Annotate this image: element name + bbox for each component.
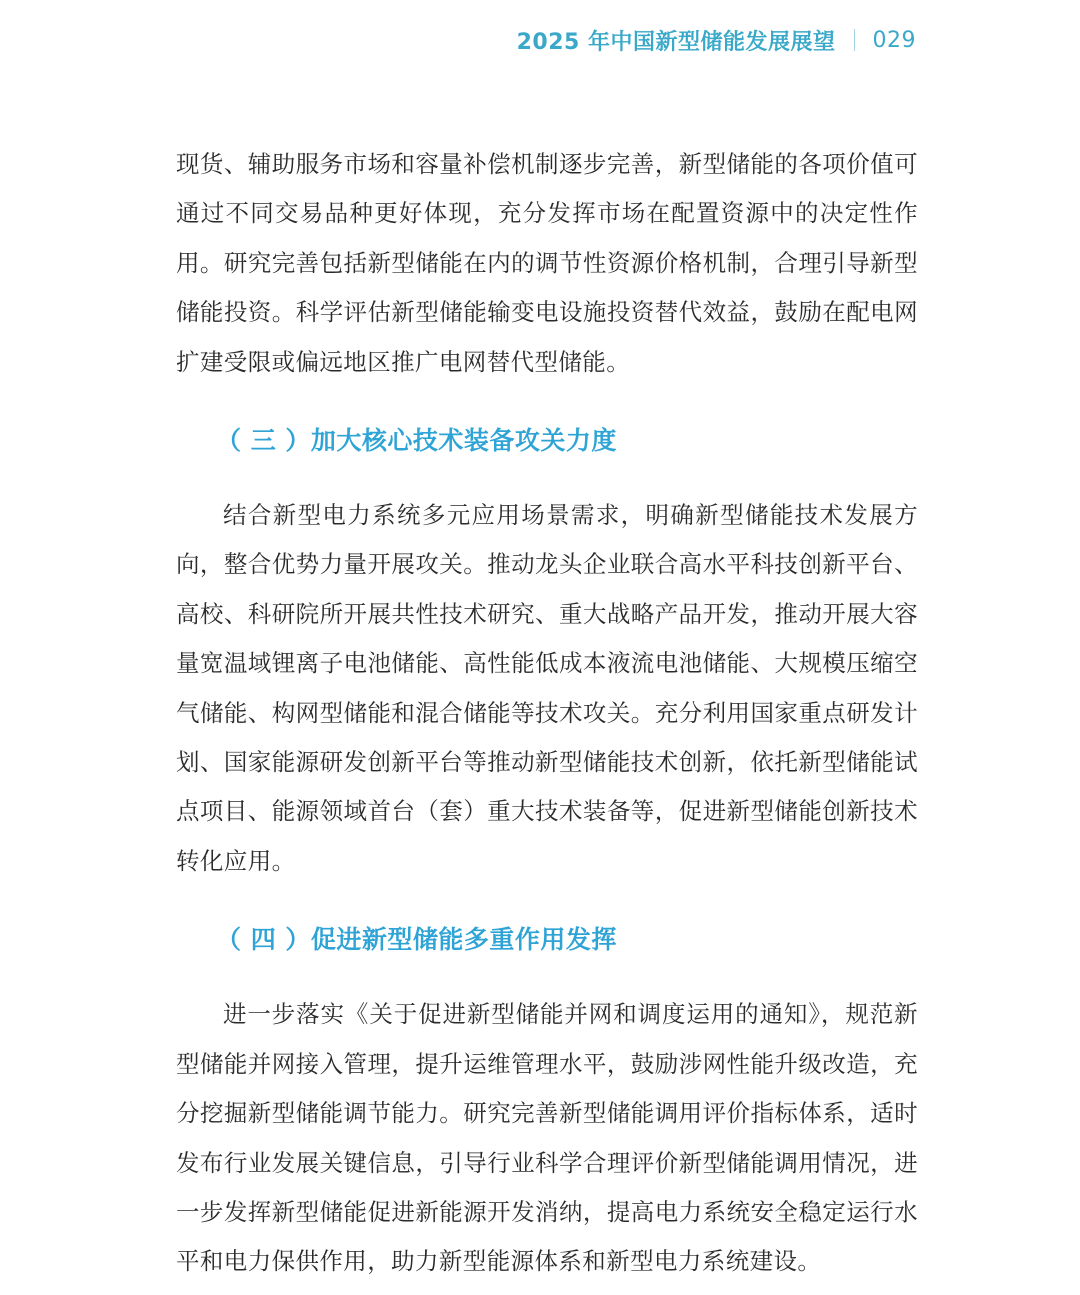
running-header	[517, 22, 916, 58]
paragraph-market-mechanism: 现货、辅助服务市场和容量补偿机制逐步完善，新型储能的各项价值可通过不同交易品种更好体现，充分发挥市场在配置资源中的决定性作用。研究完善包括新型储能在内的调节性资源价格机制，合理引导新型储能投资。科学评估新型储能输变电设施投资替代效益，鼓励在配电网扩建受限或偏远地区推广电网替代型储能。	[176, 150, 918, 376]
section-heading-3: （ 三 ）加大核心技术装备攻关力度	[216, 426, 617, 456]
document-title: 2025 年中国新型储能发展展望	[516, 29, 836, 55]
page-body	[176, 140, 918, 1287]
header-divider	[854, 29, 855, 51]
paragraph-multiple-roles: 进一步落实《关于促进新型储能并网和调度运用的通知》，规范新型储能并网接入管理，提升运维管理水平，鼓励涉网性能升级改造，充分挖掘新型储能调节能力。研究完善新型储能调用评价指标体系，适时发布行业发展关键信息，引导行业科学合理评价新型储能调用情况，进一步发挥新型储能促进新能源开发消纳，提高电力系统安全稳定运行水平和电力保供作用，助力新型能源体系和新型电力系统建设。	[176, 1000, 918, 1276]
section-heading-4: （ 四 ）促进新型储能多重作用发挥	[216, 925, 617, 955]
paragraph-core-technology: 结合新型电力系统多元应用场景需求，明确新型储能技术发展方向，整合优势力量开展攻关。推动龙头企业联合高水平科技创新平台、高校、科研院所开展共性技术研究、重大战略产品开发，推动开展大容量宽温域锂离子电池储能、高性能低成本液流电池储能、大规模压缩空气储能、构网型储能和混合储能等技术攻关。充分利用国家重点研发计划、国家能源研发创新平台等推动新型储能技术创新，依托新型储能试点项目、能源领域首台（套）重大技术装备等，促进新型储能创新技术转化应用。	[176, 501, 918, 875]
page-number: 029	[872, 27, 916, 53]
